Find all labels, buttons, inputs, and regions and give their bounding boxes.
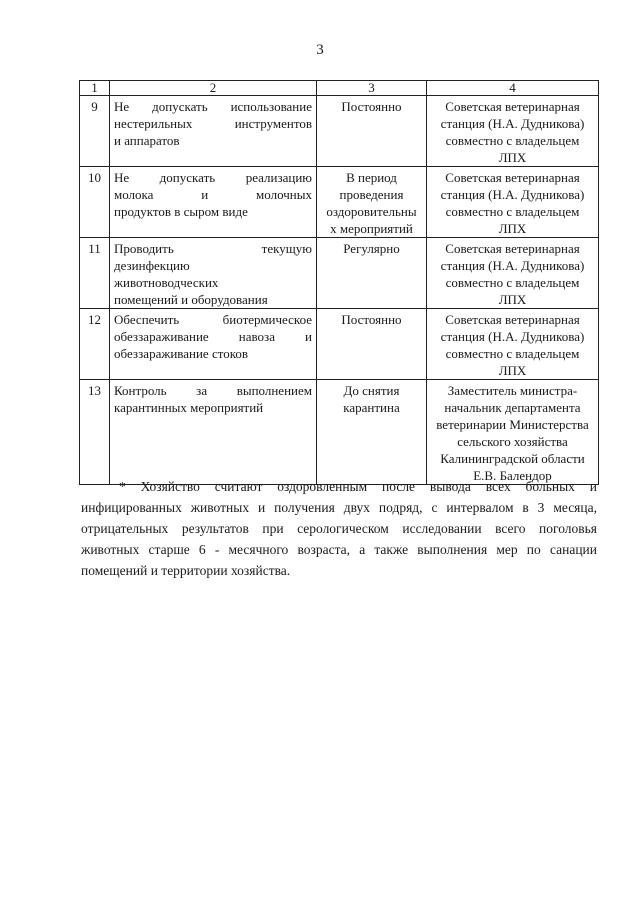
header-cell-col2: 2 [110,81,317,96]
action-line: продуктов в сыром виде [114,204,248,219]
action-line: обеззараживание навоза и [114,329,312,344]
responsible-cell [427,238,599,309]
row-number-cell: 10 [80,167,110,238]
responsible-line: Советская ветеринарная [445,241,580,256]
action-line: Не допускать использование [114,99,312,114]
term-line: Регулярно [343,241,400,256]
responsible-line: ЛПХ [498,221,527,236]
footnote [81,476,597,581]
action-line: дезинфекцию [114,258,190,273]
table-row [80,309,599,380]
table-header-row [80,81,599,96]
action-line: Контроль за выполнением [114,383,312,398]
responsible-line: станция (Н.А. Дудникова) [440,187,585,202]
term-line: Постоянно [341,312,402,327]
table-row [80,380,599,485]
measures-table [79,80,599,485]
responsible-line: совместно с владельцем [445,275,580,290]
responsible-line: сельского хозяйства [457,434,568,449]
action-cell [110,96,317,167]
row-number-cell: 11 [80,238,110,309]
responsible-cell [427,96,599,167]
action-cell [110,309,317,380]
term-line: х мероприятий [330,221,413,236]
term-line: карантина [343,400,400,415]
action-line: карантинных мероприятий [114,400,264,415]
responsible-line: совместно с владельцем [445,346,580,361]
action-line: нестерильных инструментов [114,116,312,131]
term-line: проведения [339,187,404,202]
row-number-cell: 9 [80,96,110,167]
page-number: 3 [316,42,324,58]
row-number-cell: 12 [80,309,110,380]
responsible-line: ЛПХ [498,292,527,307]
footnote-line: помещений и территории хозяйства. [81,563,291,578]
term-cell [317,96,427,167]
row-number-cell: 13 [80,380,110,485]
responsible-cell [427,167,599,238]
responsible-line: ЛПХ [498,150,527,165]
responsible-line: Советская ветеринарная [445,170,580,185]
table-row [80,167,599,238]
term-line: оздоровительны [326,204,417,219]
responsible-line: ветеринарии Министерства [436,417,589,432]
header-cell-col1: 1 [80,81,110,96]
table-row [80,96,599,167]
responsible-cell [427,309,599,380]
action-line: молока и молочных [114,187,312,202]
action-cell [110,238,317,309]
responsible-line: Калининградской области [440,451,585,466]
responsible-line: станция (Н.А. Дудникова) [440,116,585,131]
term-line: В период [346,170,397,185]
term-cell [317,309,427,380]
responsible-cell [427,380,599,485]
responsible-line: станция (Н.А. Дудникова) [440,258,585,273]
action-cell [110,380,317,485]
term-cell [317,380,427,485]
header-cell-col4: 4 [427,81,599,96]
responsible-line: Советская ветеринарная [445,312,580,327]
action-line: Обеспечить биотермическое [114,312,312,327]
responsible-line: совместно с владельцем [445,204,580,219]
footnote-line: животных старше 6 - месячного возраста, а также выполнения мер по санации [81,542,597,557]
responsible-line: совместно с владельцем [445,133,580,148]
responsible-line: ЛПХ [498,363,527,378]
responsible-line: Е.В. Балендор [473,468,552,483]
responsible-line: станция (Н.А. Дудникова) [440,329,585,344]
responsible-line: Заместитель министра- [447,383,578,398]
action-line: животноводческих [114,275,219,290]
action-line: помещений и оборудования [114,292,268,307]
action-cell [110,167,317,238]
table-row [80,238,599,309]
responsible-line: Советская ветеринарная [445,99,580,114]
term-line: До снятия [343,383,400,398]
footnote-line: * Хозяйство считают оздоровленным после вывода всех больных и [119,479,597,494]
action-line: обеззараживание стоков [114,346,249,361]
footnote-line: инфицированных животных и получения двух подряд, с интервалом в 3 месяца, [81,500,597,515]
action-line: Проводить текущую [114,241,312,256]
footnote-line: отрицательных результатов при серологическом исследовании всего поголовья [81,521,597,536]
action-line: Не допускать реализацию [114,170,312,185]
responsible-line: начальник департамента [444,400,581,415]
term-cell [317,238,427,309]
header-cell-col3: 3 [317,81,427,96]
term-cell [317,167,427,238]
term-line: Постоянно [341,99,402,114]
action-line: и аппаратов [114,133,180,148]
